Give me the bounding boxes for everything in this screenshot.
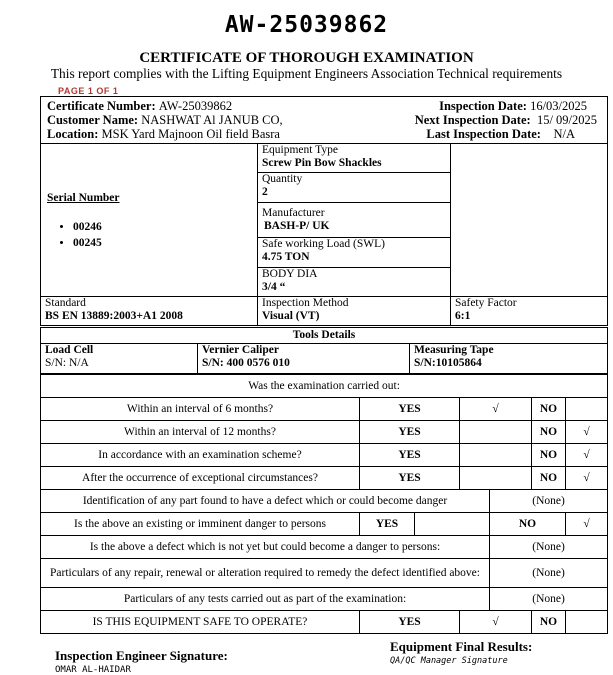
safe-to-operate-row: [41, 611, 608, 634]
vernier-label: Vernier Caliper: [202, 344, 279, 356]
certificate-number-label: Certificate Number:: [47, 99, 156, 113]
swl-label: Safe working Load (SWL): [262, 238, 385, 250]
yes-tick-empty: [460, 444, 532, 467]
quantity-cell: [258, 173, 451, 203]
yes-cell: YES: [360, 398, 460, 421]
body-dia-label: BODY DIA: [262, 268, 318, 280]
no-cell: NO: [532, 398, 566, 421]
tools-table: [40, 327, 608, 374]
question-text: Within an interval of 6 months?: [41, 398, 360, 421]
standard-cell: [41, 297, 258, 326]
quantity-value: 2: [262, 185, 268, 198]
no-tick-empty: [566, 611, 608, 634]
yes-cell: YES: [360, 467, 460, 490]
safety-factor-label: Safety Factor: [455, 297, 517, 309]
swl-cell: [258, 238, 451, 268]
serial-number-item: • 00246: [73, 219, 251, 235]
no-tick: √: [566, 444, 608, 467]
defect-row: [41, 490, 608, 513]
serial-number-label: Serial Number: [47, 192, 120, 204]
safety-factor-value: 6:1: [455, 309, 471, 322]
future-defect-value: (None): [490, 536, 608, 559]
yes-cell: YES: [360, 513, 415, 536]
no-cell: NO: [532, 421, 566, 444]
load-cell-label: Load Cell: [45, 344, 94, 356]
examination-table: [40, 374, 608, 634]
repair-text: Particulars of any repair, renewal or alteration required to remedy the defect identified above:: [41, 559, 490, 588]
question-row: [41, 398, 608, 421]
question-text: After the occurrence of exceptional circumstances?: [41, 467, 360, 490]
last-inspection-value: N/A: [553, 127, 576, 141]
future-defect-text: Is the above a defect which is not yet but could become a danger to persons:: [41, 536, 490, 559]
vernier-value: S/N: 400 0576 010: [202, 356, 290, 369]
inspection-date-label: Inspection Date:: [439, 99, 527, 113]
next-inspection-label: Next Inspection Date:: [414, 113, 531, 127]
no-tick: √: [566, 467, 608, 490]
no-cell: NO: [532, 467, 566, 490]
certificate-info-box: [41, 97, 608, 144]
certificate-info-table: [40, 96, 608, 326]
vernier-cell: [198, 344, 410, 374]
manufacturer-label: Manufacturer: [262, 207, 325, 219]
safety-factor-cell: [451, 297, 608, 326]
quantity-label: Quantity: [262, 173, 303, 185]
load-cell-cell: [41, 344, 198, 374]
serial-number-item: • 00245: [73, 235, 251, 251]
equipment-type-label: Equipment Type: [262, 144, 338, 156]
page-indicator: PAGE 1 OF 1: [58, 86, 119, 96]
inspection-method-value: Visual (VT): [262, 309, 320, 322]
yes-tick: √: [460, 611, 532, 634]
body-dia-cell: [258, 268, 451, 297]
yes-tick-empty: [415, 513, 490, 536]
repair-row: [41, 559, 608, 588]
yes-cell: YES: [360, 444, 460, 467]
tools-heading: Tools Details: [41, 328, 608, 344]
no-cell: NO: [532, 611, 566, 634]
load-cell-value: S/N: N/A: [45, 356, 89, 369]
tests-text: Particulars of any tests carried out as part of the examination:: [41, 588, 490, 611]
next-inspection-value: 15/ 09/2025: [536, 113, 598, 127]
inspection-method-label: Inspection Method: [262, 297, 349, 309]
engineer-name: OMAR AL-HAIDAR: [55, 665, 131, 675]
safe-to-operate-text: IS THIS EQUIPMENT SAFE TO OPERATE?: [41, 611, 360, 634]
last-inspection-label: Last Inspection Date:: [426, 127, 541, 141]
manufacturer-value: BASH-P/ UK: [264, 219, 330, 232]
repair-value: (None): [490, 559, 608, 588]
swl-value: 4.75 TON: [262, 250, 310, 263]
no-cell: NO: [490, 513, 566, 536]
document-title: CERTIFICATE OF THOROUGH EXAMINATION: [139, 50, 474, 66]
question-row: [41, 421, 608, 444]
no-tick-empty: [566, 398, 608, 421]
question-text: In accordance with an examination scheme?: [41, 444, 360, 467]
certificate-code-heading: AW-25039862: [224, 12, 389, 38]
serial-number-cell: [41, 144, 258, 297]
engineer-signature-label: Inspection Engineer Signature:: [55, 648, 228, 663]
customer-name-label: Customer Name:: [47, 113, 139, 127]
location-value: MSK Yard Majnoon Oil field Basra: [101, 127, 280, 141]
tests-value: (None): [490, 588, 608, 611]
equipment-type-cell: [258, 144, 451, 173]
yes-tick-empty: [460, 467, 532, 490]
question-row: [41, 467, 608, 490]
defect-value: (None): [490, 490, 608, 513]
no-tick: √: [566, 421, 608, 444]
danger-row: [41, 513, 608, 536]
tape-label: Measuring Tape: [414, 344, 494, 356]
question-row: [41, 444, 608, 467]
body-dia-value: 3/4 “: [262, 280, 286, 293]
standard-value: BS EN 13889:2003+A1 2008: [45, 309, 183, 322]
qa-manager-signature-label: QA/QC Manager Signature: [390, 656, 508, 666]
defect-text: Identification of any part found to have a defect which or could become danger: [41, 490, 490, 513]
document-subtitle: This report complies with the Lifting Equipment Engineers Association Technical requirements: [50, 66, 563, 81]
question-text: Within an interval of 12 months?: [41, 421, 360, 444]
no-cell: NO: [532, 444, 566, 467]
examination-heading: Was the examination carried out:: [41, 375, 608, 398]
yes-tick-empty: [460, 421, 532, 444]
standard-label: Standard: [45, 297, 86, 309]
tests-row: [41, 588, 608, 611]
certificate-number-value: AW-25039862: [158, 99, 233, 113]
customer-name-value: NASHWAT Al JANUB CO,: [141, 113, 283, 127]
tape-value: S/N:10105864: [414, 356, 482, 369]
blank-cell: [451, 144, 608, 297]
final-results-label: Equipment Final Results:: [390, 639, 533, 654]
future-defect-row: [41, 536, 608, 559]
tape-cell: [410, 344, 608, 374]
yes-cell: YES: [360, 611, 460, 634]
inspection-date-value: 16/03/2025: [530, 99, 588, 113]
no-tick: √: [566, 513, 608, 536]
serial-number-list: [47, 219, 251, 251]
manufacturer-cell: [258, 203, 451, 238]
danger-text: Is the above an existing or imminent danger to persons: [41, 513, 360, 536]
yes-tick: √: [460, 398, 532, 421]
location-label: Location:: [47, 127, 99, 141]
inspection-method-cell: [258, 297, 451, 326]
yes-cell: YES: [360, 421, 460, 444]
equipment-type-value: Screw Pin Bow Shackles: [262, 156, 382, 169]
